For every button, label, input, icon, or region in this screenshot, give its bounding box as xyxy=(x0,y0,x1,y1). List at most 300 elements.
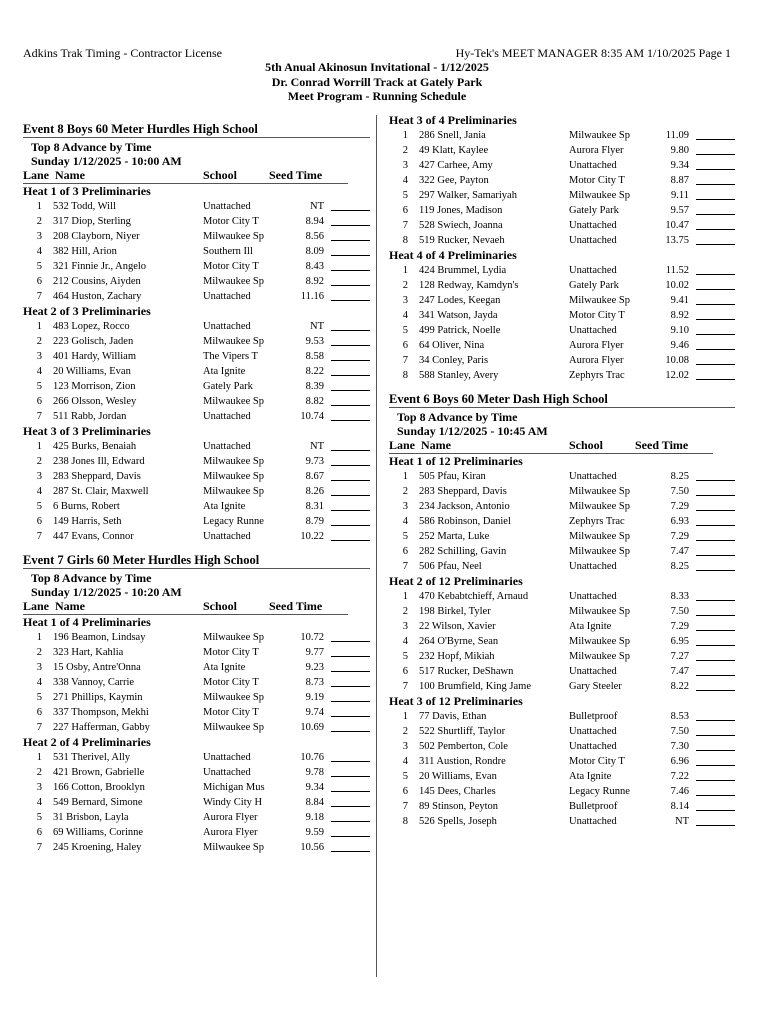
lane-number: 2 xyxy=(36,767,42,778)
entry-row xyxy=(23,379,370,394)
entry-row xyxy=(389,814,735,829)
column-header-lane: Lane xyxy=(389,438,416,452)
school-name: Motor City T xyxy=(569,756,625,767)
athlete-name: 271 Phillips, Kaymin xyxy=(53,692,143,703)
result-blank-line xyxy=(696,480,735,481)
lane-number: 4 xyxy=(402,756,408,767)
lane-number: 1 xyxy=(402,471,408,482)
lane-number: 7 xyxy=(36,722,42,733)
school-name: Motor City T xyxy=(203,707,259,718)
result-blank-line xyxy=(696,154,735,155)
athlete-name: 470 Kebabtchieff, Arnaud xyxy=(419,591,529,602)
result-blank-line xyxy=(331,656,370,657)
lane-number: 3 xyxy=(402,160,408,171)
lane-number: 4 xyxy=(402,310,408,321)
school-name: Milwaukee Sp xyxy=(203,276,264,287)
seed-time: 6.93 xyxy=(670,516,689,527)
meet-venue: Dr. Conrad Worrill Track at Gately Park xyxy=(271,74,483,89)
seed-time: 8.22 xyxy=(670,681,689,692)
entry-row xyxy=(389,128,735,143)
heat-label: Heat 3 of 3 Preliminaries xyxy=(23,424,151,438)
entry-row xyxy=(389,754,735,769)
lane-number: 2 xyxy=(36,456,42,467)
column-header xyxy=(23,599,348,615)
school-name: Milwaukee Sp xyxy=(203,456,264,467)
school-name: Unattached xyxy=(569,471,617,482)
seed-time: 9.10 xyxy=(670,325,689,336)
seed-time: 9.18 xyxy=(305,812,324,823)
lane-number: 3 xyxy=(402,621,408,632)
lane-number: 1 xyxy=(36,321,42,332)
result-blank-line xyxy=(331,360,370,361)
athlete-name: 511 Rabb, Jordan xyxy=(53,411,127,422)
column-header-lane: Lane xyxy=(23,599,50,613)
lane-number: 5 xyxy=(36,501,42,512)
athlete-name: 123 Morrison, Zion xyxy=(53,381,136,392)
seed-time: 6.95 xyxy=(670,636,689,647)
seed-time: 6.96 xyxy=(670,756,689,767)
entry-row xyxy=(389,323,735,338)
lane-number: 6 xyxy=(402,205,408,216)
entry-row xyxy=(23,660,370,675)
athlete-name: 15 Osby, Antre'Onna xyxy=(53,662,141,673)
column-header-seed: Seed Time xyxy=(269,599,323,613)
entry-row xyxy=(23,675,370,690)
column-header-seed: Seed Time xyxy=(635,438,689,452)
result-blank-line xyxy=(696,214,735,215)
school-name: Milwaukee Sp xyxy=(569,636,630,647)
result-blank-line xyxy=(331,480,370,481)
school-name: Ata Ignite xyxy=(203,501,246,512)
lane-number: 5 xyxy=(402,190,408,201)
athlete-name: 245 Kroening, Haley xyxy=(53,842,142,853)
entry-row xyxy=(23,825,370,840)
result-blank-line xyxy=(331,420,370,421)
athlete-name: 588 Stanley, Avery xyxy=(419,370,499,381)
school-name: Milwaukee Sp xyxy=(203,842,264,853)
heat-label: Heat 1 of 4 Preliminaries xyxy=(23,615,151,629)
result-blank-line xyxy=(696,660,735,661)
athlete-name: 212 Cousins, Aiyden xyxy=(53,276,141,287)
entry-row xyxy=(389,368,735,383)
lane-number: 4 xyxy=(402,516,408,527)
result-blank-line xyxy=(331,821,370,822)
seed-time: 9.41 xyxy=(670,295,689,306)
seed-time: 9.19 xyxy=(305,692,324,703)
entry-row xyxy=(23,720,370,735)
athlete-name: 283 Sheppard, Davis xyxy=(53,471,141,482)
lane-number: 4 xyxy=(36,486,42,497)
result-blank-line xyxy=(696,630,735,631)
athlete-name: 166 Cotton, Brooklyn xyxy=(53,782,145,793)
school-name: Aurora Flyer xyxy=(569,355,624,366)
entry-row xyxy=(389,604,735,619)
result-blank-line xyxy=(696,765,735,766)
athlete-name: 128 Redway, Kamdyn's xyxy=(419,280,519,291)
seed-time: 8.43 xyxy=(305,261,324,272)
heat-label: Heat 1 of 12 Preliminaries xyxy=(389,454,523,468)
result-blank-line xyxy=(331,390,370,391)
seed-time: 10.76 xyxy=(300,752,324,763)
lane-number: 2 xyxy=(36,336,42,347)
column-header-name: Name xyxy=(55,599,85,613)
lane-number: 5 xyxy=(402,651,408,662)
entry-row xyxy=(389,203,735,218)
seed-time: 7.47 xyxy=(670,666,689,677)
athlete-name: 317 Diop, Sterling xyxy=(53,216,131,227)
lane-number: 2 xyxy=(402,726,408,737)
lane-number: 7 xyxy=(36,291,42,302)
seed-time: 12.02 xyxy=(665,370,689,381)
school-name: Unattached xyxy=(569,265,617,276)
column-header-school: School xyxy=(203,168,238,182)
entry-row xyxy=(389,679,735,694)
athlete-name: 286 Snell, Jania xyxy=(419,130,486,141)
result-blank-line xyxy=(696,229,735,230)
athlete-name: 149 Harris, Seth xyxy=(53,516,122,527)
entry-row xyxy=(23,259,370,274)
entry-row xyxy=(23,795,370,810)
seed-time: 11.52 xyxy=(665,265,689,276)
school-name: The Vipers T xyxy=(203,351,258,362)
entry-row xyxy=(389,469,735,484)
entry-row xyxy=(23,349,370,364)
entry-row xyxy=(389,529,735,544)
left-column xyxy=(23,121,370,855)
result-blank-line xyxy=(696,555,735,556)
seed-time: 10.74 xyxy=(300,411,324,422)
result-blank-line xyxy=(696,780,735,781)
result-blank-line xyxy=(331,240,370,241)
result-blank-line xyxy=(696,364,735,365)
lane-number: 2 xyxy=(402,486,408,497)
column-divider xyxy=(376,115,377,977)
school-name: Ata Ignite xyxy=(569,621,612,632)
result-blank-line xyxy=(696,319,735,320)
entry-row xyxy=(389,188,735,203)
lane-number: 7 xyxy=(36,531,42,542)
seed-time: 11.16 xyxy=(300,291,324,302)
result-blank-line xyxy=(696,349,735,350)
column-header-lane: Lane xyxy=(23,168,50,182)
school-name: Unattached xyxy=(203,441,251,452)
result-blank-line xyxy=(331,836,370,837)
entry-row xyxy=(389,544,735,559)
entry-row xyxy=(389,559,735,574)
school-name: Ata Ignite xyxy=(203,662,246,673)
school-name: Unattached xyxy=(569,160,617,171)
seed-time: 10.47 xyxy=(665,220,689,231)
athlete-name: 586 Robinson, Daniel xyxy=(419,516,511,527)
result-blank-line xyxy=(696,169,735,170)
seed-time: 10.02 xyxy=(665,280,689,291)
athlete-name: 297 Walker, Samariyah xyxy=(419,190,517,201)
entry-row xyxy=(389,709,735,724)
lane-number: 7 xyxy=(402,355,408,366)
school-name: Ata Ignite xyxy=(203,366,246,377)
seed-time: 8.92 xyxy=(670,310,689,321)
result-blank-line xyxy=(331,761,370,762)
entry-row xyxy=(23,469,370,484)
entry-row xyxy=(23,394,370,409)
entry-row xyxy=(23,810,370,825)
lane-number: 1 xyxy=(402,130,408,141)
entry-row xyxy=(389,634,735,649)
column-header-school: School xyxy=(203,599,238,613)
seed-time: 7.46 xyxy=(670,786,689,797)
athlete-name: 264 O'Byrne, Sean xyxy=(419,636,499,647)
result-blank-line xyxy=(331,285,370,286)
lane-number: 3 xyxy=(36,351,42,362)
seed-time: 10.69 xyxy=(300,722,324,733)
column-header-school: School xyxy=(569,438,604,452)
entry-row xyxy=(389,484,735,499)
entry-row xyxy=(389,769,735,784)
lane-number: 1 xyxy=(36,632,42,643)
result-blank-line xyxy=(331,210,370,211)
athlete-name: 252 Marta, Luke xyxy=(419,531,490,542)
result-blank-line xyxy=(331,270,370,271)
school-name: Bulletproof xyxy=(569,711,618,722)
entry-row xyxy=(23,319,370,334)
seed-time: 10.56 xyxy=(300,842,324,853)
result-blank-line xyxy=(696,495,735,496)
result-blank-line xyxy=(696,795,735,796)
athlete-name: 421 Brown, Gabrielle xyxy=(53,767,145,778)
school-name: Gately Park xyxy=(569,205,619,216)
school-name: Milwaukee Sp xyxy=(203,632,264,643)
lane-number: 2 xyxy=(402,145,408,156)
school-name: Unattached xyxy=(569,816,617,827)
result-blank-line xyxy=(331,300,370,301)
entry-row xyxy=(23,690,370,705)
seed-time: 9.80 xyxy=(670,145,689,156)
seed-time: NT xyxy=(310,321,324,332)
athlete-name: 145 Dees, Charles xyxy=(419,786,496,797)
result-blank-line xyxy=(331,806,370,807)
lane-number: 5 xyxy=(36,381,42,392)
lane-number: 5 xyxy=(36,261,42,272)
athlete-name: 20 Williams, Evan xyxy=(53,366,131,377)
entry-row xyxy=(389,619,735,634)
result-blank-line xyxy=(696,304,735,305)
seed-time: 8.33 xyxy=(670,591,689,602)
seed-time: 9.53 xyxy=(305,336,324,347)
heat-label: Heat 1 of 3 Preliminaries xyxy=(23,184,151,198)
event-spacer xyxy=(389,383,735,391)
entry-row xyxy=(23,334,370,349)
result-blank-line xyxy=(696,615,735,616)
entry-row xyxy=(389,293,735,308)
athlete-name: 499 Patrick, Noelle xyxy=(419,325,501,336)
meet-program-title: Meet Program - Running Schedule xyxy=(287,89,467,103)
entry-row xyxy=(23,454,370,469)
athlete-name: 427 Carhee, Amy xyxy=(419,160,493,171)
seed-time: 9.77 xyxy=(305,647,324,658)
result-blank-line xyxy=(696,735,735,736)
seed-time: 9.57 xyxy=(670,205,689,216)
seed-time: 9.73 xyxy=(305,456,324,467)
athlete-name: 531 Therivel, Ally xyxy=(53,752,131,763)
athlete-name: 234 Jackson, Antonio xyxy=(419,501,510,512)
lane-number: 5 xyxy=(402,771,408,782)
lane-number: 6 xyxy=(36,827,42,838)
athlete-name: 464 Huston, Zachary xyxy=(53,291,142,302)
seed-time: 7.47 xyxy=(670,546,689,557)
entry-row xyxy=(389,649,735,664)
seed-time: 7.30 xyxy=(670,741,689,752)
column-header-name: Name xyxy=(421,438,451,452)
lane-number: 3 xyxy=(36,471,42,482)
seed-time: 8.56 xyxy=(305,231,324,242)
page-header xyxy=(23,46,731,106)
athlete-name: 208 Clayborn, Niyer xyxy=(53,231,140,242)
column-header-name: Name xyxy=(55,168,85,182)
entry-row xyxy=(389,308,735,323)
school-name: Southern Ill xyxy=(203,246,253,257)
event-title: Event 8 Boys 60 Meter Hurdles High School xyxy=(23,121,370,138)
seed-time: 7.29 xyxy=(670,621,689,632)
column-header xyxy=(23,168,348,184)
school-name: Motor City T xyxy=(203,647,259,658)
lane-number: 7 xyxy=(402,681,408,692)
school-name: Milwaukee Sp xyxy=(569,606,630,617)
result-blank-line xyxy=(331,465,370,466)
seed-time: 9.23 xyxy=(305,662,324,673)
result-blank-line xyxy=(331,525,370,526)
lane-number: 6 xyxy=(36,276,42,287)
seed-time: 9.11 xyxy=(671,190,689,201)
school-name: Motor City T xyxy=(569,175,625,186)
seed-time: 8.31 xyxy=(305,501,324,512)
school-name: Gately Park xyxy=(203,381,253,392)
result-blank-line xyxy=(331,791,370,792)
lane-number: 1 xyxy=(36,201,42,212)
athlete-name: 282 Schilling, Gavin xyxy=(419,546,507,557)
school-name: Legacy Runne xyxy=(203,516,264,527)
athlete-name: 266 Olsson, Wesley xyxy=(53,396,137,407)
school-name: Unattached xyxy=(569,591,617,602)
entry-row xyxy=(389,143,735,158)
lane-number: 2 xyxy=(36,647,42,658)
athlete-name: 401 Hardy, William xyxy=(53,351,136,362)
entry-row xyxy=(23,705,370,720)
header-license: Adkins Trak Timing - Contractor License xyxy=(23,46,223,60)
school-name: Ata Ignite xyxy=(569,771,612,782)
athlete-name: 311 Austion, Rondre xyxy=(419,756,506,767)
school-name: Milwaukee Sp xyxy=(569,190,630,201)
school-name: Milwaukee Sp xyxy=(203,486,264,497)
entry-row xyxy=(389,173,735,188)
event-start-time: Sunday 1/12/2025 - 10:00 AM xyxy=(31,154,182,168)
lane-number: 3 xyxy=(402,501,408,512)
athlete-name: 526 Spells, Joseph xyxy=(419,816,497,827)
seed-time: 8.25 xyxy=(670,471,689,482)
seed-time: 9.74 xyxy=(305,707,324,718)
advance-rule: Top 8 Advance by Time xyxy=(31,571,152,585)
school-name: Unattached xyxy=(203,767,251,778)
entry-row xyxy=(389,263,735,278)
entry-row xyxy=(23,409,370,424)
entry-row xyxy=(389,784,735,799)
school-name: Unattached xyxy=(203,752,251,763)
advance-rule: Top 8 Advance by Time xyxy=(397,410,518,424)
entry-row xyxy=(23,199,370,214)
school-name: Unattached xyxy=(569,325,617,336)
seed-time: 7.29 xyxy=(670,501,689,512)
school-name: Unattached xyxy=(203,321,251,332)
heat-label: Heat 3 of 4 Preliminaries xyxy=(389,113,517,127)
athlete-name: 321 Finnie Jr., Angelo xyxy=(53,261,147,272)
lane-number: 6 xyxy=(402,340,408,351)
entry-row xyxy=(23,645,370,660)
result-blank-line xyxy=(331,450,370,451)
school-name: Motor City T xyxy=(203,216,259,227)
lane-number: 8 xyxy=(402,235,408,246)
lane-number: 4 xyxy=(402,175,408,186)
lane-number: 5 xyxy=(36,812,42,823)
seed-time: 8.94 xyxy=(305,216,324,227)
athlete-name: 89 Stinson, Peyton xyxy=(419,801,499,812)
seed-time: 9.78 xyxy=(305,767,324,778)
result-blank-line xyxy=(331,225,370,226)
seed-time: NT xyxy=(310,441,324,452)
result-blank-line xyxy=(331,716,370,717)
result-blank-line xyxy=(696,540,735,541)
lane-number: 6 xyxy=(36,516,42,527)
heat-label: Heat 2 of 12 Preliminaries xyxy=(389,574,523,588)
entry-row xyxy=(23,514,370,529)
school-name: Milwaukee Sp xyxy=(569,295,630,306)
athlete-name: 77 Davis, Ethan xyxy=(419,711,487,722)
school-name: Milwaukee Sp xyxy=(569,130,630,141)
seed-time: 8.87 xyxy=(670,175,689,186)
result-blank-line xyxy=(331,686,370,687)
athlete-name: 425 Burks, Benaiah xyxy=(53,441,137,452)
athlete-name: 483 Lopez, Rocco xyxy=(53,321,130,332)
athlete-name: 283 Sheppard, Davis xyxy=(419,486,507,497)
result-blank-line xyxy=(696,810,735,811)
event-title: Event 7 Girls 60 Meter Hurdles High School xyxy=(23,552,370,569)
school-name: Aurora Flyer xyxy=(569,145,624,156)
school-name: Aurora Flyer xyxy=(569,340,624,351)
lane-number: 2 xyxy=(402,606,408,617)
entry-row xyxy=(389,739,735,754)
athlete-name: 247 Lodes, Keegan xyxy=(419,295,501,306)
school-name: Bulletproof xyxy=(569,801,618,812)
lane-number: 7 xyxy=(402,801,408,812)
school-name: Unattached xyxy=(203,201,251,212)
athlete-name: 100 Brumfield, King Jame xyxy=(419,681,531,692)
lane-number: 7 xyxy=(402,561,408,572)
seed-time: 8.22 xyxy=(305,366,324,377)
seed-time: 8.82 xyxy=(305,396,324,407)
school-name: Unattached xyxy=(569,741,617,752)
lane-number: 7 xyxy=(36,411,42,422)
result-blank-line xyxy=(331,495,370,496)
athlete-name: 287 St. Clair, Maxwell xyxy=(53,486,149,497)
athlete-name: 119 Jones, Madison xyxy=(419,205,503,216)
result-blank-line xyxy=(331,330,370,331)
lane-number: 4 xyxy=(36,246,42,257)
lane-number: 4 xyxy=(36,677,42,688)
entry-row xyxy=(389,799,735,814)
athlete-name: 447 Evans, Connor xyxy=(53,531,134,542)
school-name: Milwaukee Sp xyxy=(203,396,264,407)
lane-number: 6 xyxy=(402,666,408,677)
athlete-name: 34 Conley, Paris xyxy=(419,355,489,366)
school-name: Aurora Flyer xyxy=(203,827,258,838)
